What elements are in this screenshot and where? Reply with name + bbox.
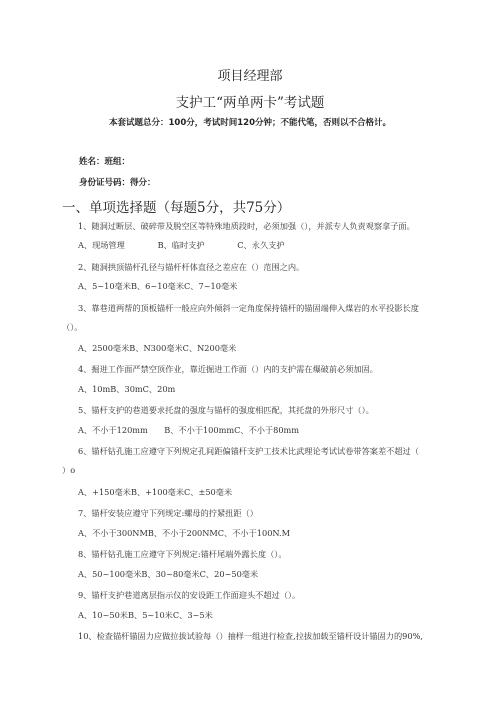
question-stem: 6、锚杆钻孔施工应遵守下列规定孔间距偏锚杆支护工技术比武理论考试试卷带答案差不超过（ bbox=[78, 446, 419, 456]
question-options: A、不小于300NMB、不小于200NMC、不小于100N.M bbox=[78, 528, 291, 538]
question-stem: 3、靠巷道两帮的顶板锚杆一般应向外倾斜一定角度保持锚杆的锚固端伸入煤岩的水平投影长度 bbox=[78, 303, 419, 313]
question-options: A、+150毫米B、+100毫米C、±50毫米 bbox=[78, 487, 233, 497]
question-options: A、不小于120mm B、不小于100mmC、不小于80mm bbox=[78, 425, 300, 435]
question-options: A、5~10毫米B、6~10毫米C、7~10毫米 bbox=[78, 281, 238, 291]
question-stem: 5、锚杆支护的巷道要求托盘的强度与锚杆的强度相匹配，其托盘的外形尺寸（）。 bbox=[78, 405, 374, 415]
question-options: A、2500毫米B、N300毫米C、N200毫米 bbox=[78, 343, 237, 353]
question-stem: 10、检查锚杆锚固力应做拉拔试验每（）抽样一组进行检查,拉拔加载至锚杆设计锚固力的90%, bbox=[78, 631, 423, 641]
id-score-field: 身份证号码：得分： bbox=[79, 178, 156, 188]
question-stem: 2、随洞拱顶锚杆孔径与锚杆杆体直径之差应在（）范围之内。 bbox=[78, 262, 305, 272]
question-options: A、10~50米B、5~10米C、3~5米 bbox=[78, 610, 213, 620]
question-stem-continued: （）。 bbox=[62, 322, 83, 332]
question-stem-continued: ）o bbox=[62, 465, 76, 475]
name-team-field: 姓名：班组： bbox=[79, 157, 131, 167]
exam-instructions: 本套试题总分：100分，考试时间120分钟；不能代笔，否则以不合格计。 bbox=[109, 118, 391, 128]
question-stem: 4、掘进工作面严禁空顶作业，靠近掘进工作面（）内的支护需在爆破前必须加固。 bbox=[78, 364, 378, 374]
exam-title: 支护工“两单两卡”考试题 bbox=[175, 95, 325, 111]
question-stem: 9、锚杆支护巷道离层指示仪的安设距工作面迎头不超过（）。 bbox=[78, 590, 301, 600]
question-stem: 7、锚杆安装应遵守下列规定:螺母的拧紧扭距（） bbox=[78, 508, 258, 518]
question-stem: 8、锚杆钻孔施工应遵守下列规定:锚杆尾端外露长度（）。 bbox=[78, 549, 287, 559]
organization-title: 项目经理部 bbox=[217, 69, 283, 84]
question-options: A、50~100毫米B、30~80毫米C、20~50毫米 bbox=[78, 569, 259, 579]
section-heading: 一、单项选择题（每题5分，共75分） bbox=[62, 200, 291, 216]
question-stem: 1、随洞过断层、破碎带及脱空区等特殊地质段时，必须加强（），并派专人负责观察拿子面。 bbox=[78, 221, 415, 231]
question-options: A、10mB、30mC、20m bbox=[78, 384, 176, 394]
question-options: A、现场管理 B、临时支护 C、永久支护 bbox=[78, 240, 285, 250]
